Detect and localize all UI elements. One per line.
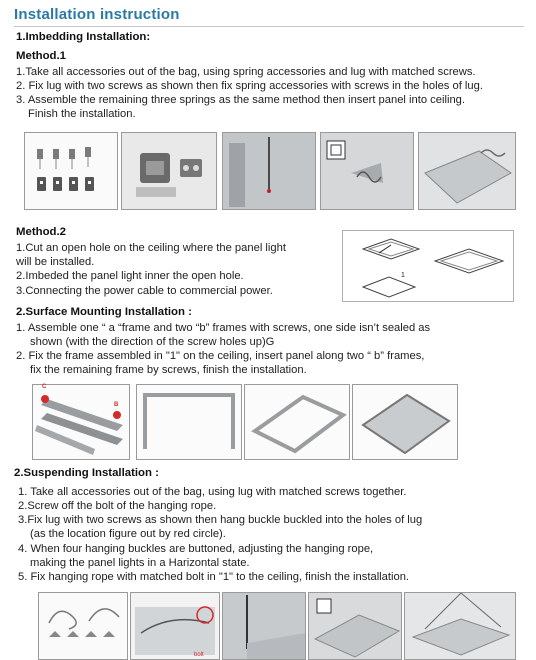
frame-ceiling-photo [244, 384, 350, 460]
frame-parts-photo [32, 384, 130, 460]
method1-step: Finish the installation. [28, 108, 136, 120]
surface-step: 2. Fix the frame assembled in "1" on the ceiling, insert panel along two “ b” frames, [16, 350, 425, 362]
method1-heading: Method.1 [16, 50, 66, 62]
rope-bolt-photo [130, 592, 220, 660]
suspending-step: making the panel lights in a Harizontal state. [30, 557, 250, 569]
method1-step: 2. Fix lug with two screws as shown then fix spring accessories with screws in the holes of lug. [16, 80, 483, 92]
frame-label-b: B [114, 402, 119, 408]
surface-step: 1. Assemble one “ a “frame and two “b” frames with screws, one side isn’t sealed as [16, 322, 431, 334]
panel-insert-photo [418, 132, 516, 210]
method1-step: 3. Assemble the remaining three springs as the same method then insert panel into ceiling. [16, 94, 465, 106]
surface-step: shown (with the direction of the screw holes up)G [30, 336, 275, 348]
diagram-step-label: 1 [401, 272, 405, 279]
title-underline [14, 26, 524, 27]
method2-step: 2.Imbeded the panel light inner the open hole. [16, 270, 244, 282]
panel-suspended-photo [404, 592, 516, 660]
panel-mounted-photo [352, 384, 458, 460]
surface-step: fix the remaining frame by screws, finish the installation. [30, 364, 307, 376]
method2-heading: Method.2 [16, 226, 66, 238]
hanging-kit-photo [38, 592, 128, 660]
suspending-step: (as the location figure out by red circle). [30, 528, 226, 540]
panel-spring-photo [320, 132, 414, 210]
frame-label-c: C [42, 384, 47, 390]
lug-screw-photo [121, 132, 217, 210]
imbedding-heading: 1.Imbedding Installation: [16, 31, 151, 43]
suspending-step: 1. Take all accessories out of the bag, using lug with matched screws together. [18, 486, 407, 498]
panel-leveling-photo [308, 592, 402, 660]
method2-step: 3.Connecting the power cable to commercial power. [16, 285, 273, 297]
bolt-label: bolt [194, 652, 204, 658]
ceiling-cutout-diagram [342, 230, 514, 302]
surface-mounting-heading: 2.Surface Mounting Installation : [16, 306, 192, 318]
suspending-heading: 2.Suspending Installation : [14, 467, 159, 479]
suspending-step: 5. Fix hanging rope with matched bolt in "1" to the ceiling, finish the installation. [18, 571, 410, 583]
method2-step: will be installed. [16, 256, 95, 268]
page-title: Installation instruction [14, 6, 180, 23]
method2-step: 1.Cut an open hole on the ceiling where the panel light [16, 242, 286, 254]
frame-assembled-photo [136, 384, 242, 460]
method1-step: 1.Take all accessories out of the bag, using spring accessories and lug with matched screws. [16, 66, 476, 78]
ceiling-spring-photo [222, 132, 316, 210]
suspending-step: 2.Screw off the bolt of the hanging rope. [18, 500, 217, 512]
spring-accessories-photo [24, 132, 118, 210]
suspending-step: 3.Fix lug with two screws as shown then hang buckle buckled into the holes of lug [18, 514, 423, 526]
suspending-step: 4. When four hanging buckles are buttoned, adjusting the hanging rope, [18, 543, 374, 555]
lug-buckle-photo [222, 592, 306, 660]
